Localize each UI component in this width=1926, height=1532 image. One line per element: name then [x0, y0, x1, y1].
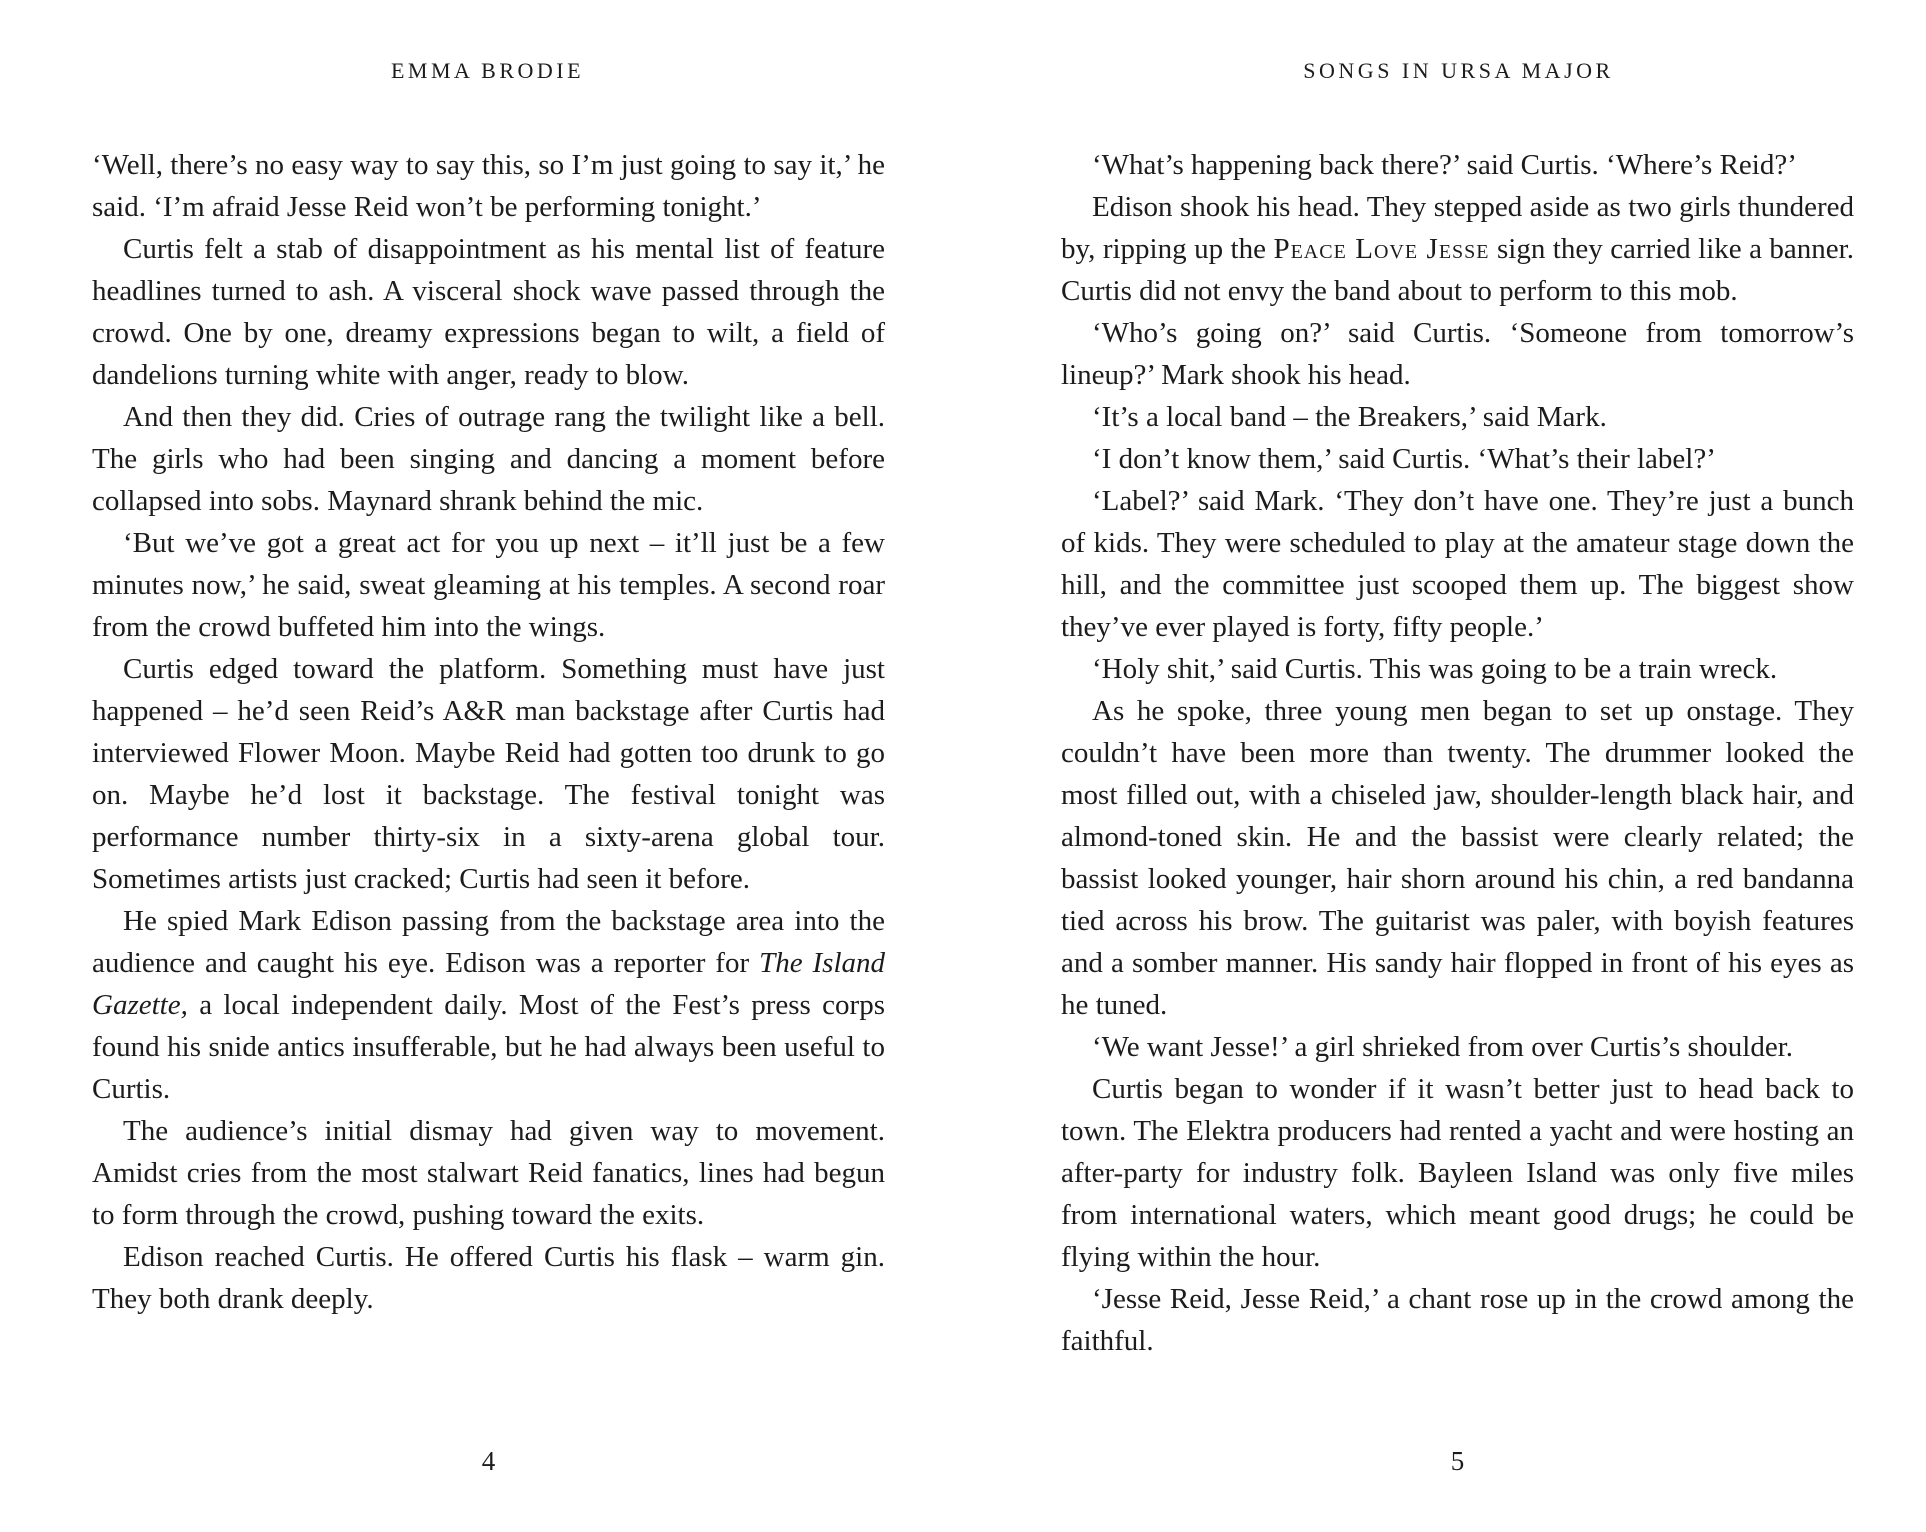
- paragraph: ‘Holy shit,’ said Curtis. This was going to be a train wreck.: [1092, 653, 1778, 685]
- paragraph: [92, 900, 885, 1110]
- paragraph-text: a local independent daily. Most of the Fest’s press corps found his snide antics insufferable, but he had always been useful to Curtis.: [92, 989, 885, 1105]
- running-head-title: SONGS IN URSA MAJOR: [1303, 58, 1614, 83]
- left-page: [92, 0, 885, 1532]
- sign-text: Peace Love Jesse: [1273, 233, 1490, 265]
- right-page: [1061, 0, 1854, 1532]
- publication-title: The Island Gazette,: [92, 947, 886, 1021]
- left-page-body: [92, 144, 885, 1320]
- paragraph-text: He spied Mark Edison passing from the backstage area into the audience and caught his eye. Edison was a reporter for: [92, 905, 885, 979]
- paragraph: As he spoke, three young men began to set up onstage. They couldn’t have been more than twenty. The drummer looked the most filled out, with a chiseled jaw, shoulder-length black hair, and almond-toned skin. He and the bassist were clearly related; the bassist looked younger, hair shorn around his chin, a red bandanna tied across his brow. The guitarist was paler, with boyish features and a somber manner. His sandy hair flopped in front of his eyes as he tuned.: [1061, 695, 1854, 1021]
- paragraph: [1061, 186, 1854, 312]
- page-number: 4: [481, 1446, 496, 1476]
- paragraph: ‘What’s happening back there?’ said Curtis. ‘Where’s Reid?’: [1092, 149, 1797, 181]
- running-head-author: EMMA BRODIE: [390, 58, 585, 83]
- right-page-body: [1061, 144, 1854, 1362]
- paragraph: The audience’s initial dismay had given way to movement. Amidst cries from the most stalwart Reid fanatics, lines had begun to form through the crowd, pushing toward the exits.: [92, 1115, 885, 1231]
- paragraph: ‘Label?’ said Mark. ‘They don’t have one. They’re just a bunch of kids. They were scheduled to play at the amateur stage down the hill, and the committee just scooped them up. The biggest show they’ve ever played is forty, fifty people.’: [1061, 485, 1854, 643]
- paragraph: ‘Who’s going on?’ said Curtis. ‘Someone from tomorrow’s lineup?’ Mark shook his head.: [1061, 317, 1854, 391]
- paragraph: Curtis began to wonder if it wasn’t better just to head back to town. The Elektra producers had rented a yacht and were hosting an after-party for industry folk. Bayleen Island was only five miles from international waters, which meant good drugs; he could be flying within the hour.: [1061, 1073, 1854, 1273]
- paragraph: Curtis edged toward the platform. Something must have just happened – he’d seen Reid’s A&R man backstage after Curtis had interviewed Flower Moon. Maybe Reid had gotten too drunk to go on. Maybe he’d lost it backstage. The festival tonight was performance number thirty-six in a sixty-arena global tour. Sometimes artists just cracked; Curtis had seen it before.: [92, 653, 885, 895]
- paragraph-text: sign they carried like a banner. Curtis did not envy the band about to perform to this mob.: [1061, 233, 1854, 307]
- paragraph: ‘Well, there’s no easy way to say this, so I’m just going to say it,’ he said. ‘I’m afraid Jesse Reid won’t be performing tonight.’: [92, 149, 885, 223]
- paragraph: And then they did. Cries of outrage rang the twilight like a bell. The girls who had been singing and dancing a moment before collapsed into sobs. Maynard shrank behind the mic.: [92, 401, 885, 517]
- paragraph: ‘We want Jesse!’ a girl shrieked from over Curtis’s shoulder.: [1092, 1031, 1794, 1063]
- paragraph: ‘Jesse Reid, Jesse Reid,’ a chant rose up in the crowd among the faithful.: [1061, 1283, 1854, 1357]
- paragraph: Curtis felt a stab of disappointment as his mental list of feature headlines turned to ash. A visceral shock wave passed through the crowd. One by one, dreamy expressions began to wilt, a field of dandelions turning white with anger, ready to blow.: [92, 233, 885, 391]
- paragraph: ‘But we’ve got a great act for you up next – it’ll just be a few minutes now,’ he said, sweat gleaming at his temples. A second roar from the crowd buffeted him into the wings.: [92, 527, 885, 643]
- paragraph: ‘It’s a local band – the Breakers,’ said Mark.: [1092, 401, 1607, 433]
- paragraph: Edison reached Curtis. He offered Curtis his flask – warm gin. They both drank deeply.: [92, 1241, 885, 1315]
- page-number: 5: [1450, 1446, 1465, 1476]
- paragraph-text: Edison shook his head. They stepped aside as two girls thundered by, ripping up the: [1061, 191, 1854, 265]
- paragraph: ‘I don’t know them,’ said Curtis. ‘What’s their label?’: [1092, 443, 1716, 475]
